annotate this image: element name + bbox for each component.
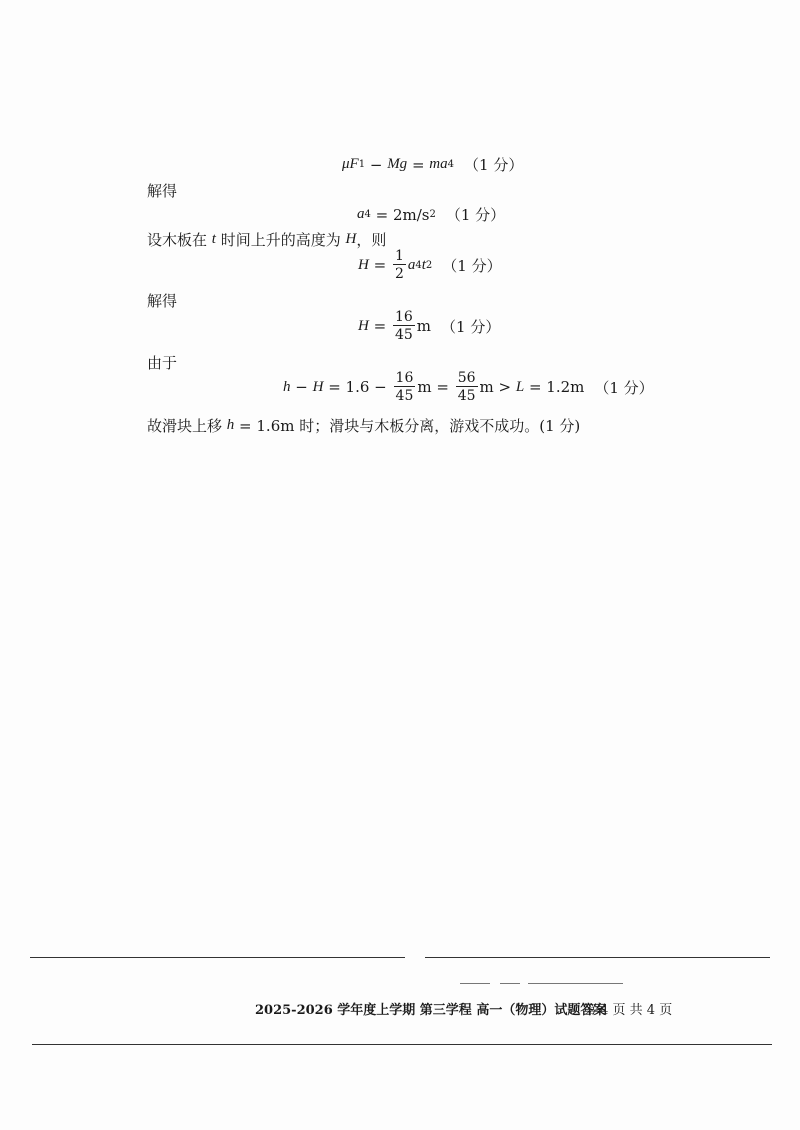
eq2-a: a (357, 206, 365, 222)
equation-1 (342, 154, 523, 175)
eq5-H: H (312, 378, 324, 395)
eq2-a-sub: 4 (364, 209, 371, 220)
equation-5 (283, 371, 654, 403)
eq1-F-sub: 1 (358, 159, 366, 170)
text-jiede-2: 解得 (147, 292, 178, 310)
setup-mid: 时间上升的高度为 (215, 231, 346, 249)
eq4-H: H (358, 317, 369, 334)
setup-t: t (211, 231, 216, 247)
scan-mark-1 (460, 983, 490, 984)
eq1-Mg: Mg (387, 156, 408, 172)
scan-mark-2 (500, 983, 520, 984)
eq1-score: （1 分） (464, 156, 524, 174)
eq5-f1-den: 45 (395, 388, 414, 404)
eq5-minus: − (290, 378, 313, 396)
eq1-F: F (349, 156, 359, 172)
equation-2 (357, 204, 505, 225)
eq4-unit: m (416, 317, 432, 335)
setup-post: ，则 (356, 231, 387, 249)
setup-H: H (345, 231, 357, 247)
eq1-ma: ma (429, 156, 448, 172)
eq5-unit2: m > (479, 378, 516, 396)
eq5-fraction-1 (394, 371, 416, 403)
eq4-frac-num: 16 (394, 309, 413, 325)
eq5-tail: = 1.2m (524, 378, 585, 396)
footer-page-number: 第 4 页 共 4 页 (583, 1003, 673, 1018)
conclusion-post: = 1.6m 时；滑块与木板分离，游戏不成功。(1 分) (234, 417, 581, 435)
eq4-score: （1 分） (441, 317, 501, 336)
eq5-f1-num: 16 (395, 370, 414, 386)
eq3-t: t (421, 256, 426, 273)
eq1-ma-sub: 4 (447, 159, 455, 170)
eq3-equals: = (368, 256, 391, 274)
eq5-L: L (515, 378, 525, 395)
eq1-equals: = (407, 155, 430, 174)
text-conclusion (147, 415, 580, 436)
eq5-f2-num: 56 (457, 370, 476, 386)
footer-title: 2025-2026 学年度上学期 第三学程 高一（物理）试题答案 (255, 1003, 607, 1018)
scan-mark-3 (528, 983, 623, 984)
eq4-frac-den: 45 (394, 327, 413, 343)
text-youyu: 由于 (147, 354, 178, 372)
eq3-frac-den: 2 (394, 266, 404, 282)
eq2-score: （1 分） (445, 206, 506, 224)
footer-top-rule-left (30, 957, 405, 958)
eq3-t-sup: 2 (425, 259, 433, 271)
text-setup (147, 229, 386, 250)
eq5-fraction-2 (456, 371, 478, 403)
eq4-fraction (393, 310, 415, 342)
setup-pre: 设木板在 (147, 231, 212, 249)
eq1-minus: − (365, 155, 388, 174)
equation-4 (358, 310, 500, 342)
eq3-frac-num: 1 (394, 248, 404, 264)
eq3-fraction (393, 249, 406, 281)
eq3-H: H (358, 256, 369, 273)
eq1-mu: μ (342, 156, 350, 172)
eq2-sup: 2 (429, 209, 436, 220)
eq5-score: （1 分） (594, 378, 654, 397)
equation-3 (358, 249, 502, 281)
eq5-unit1: m = (417, 378, 454, 396)
eq3-score: （1 分） (442, 256, 502, 275)
eq2-rest: = 2m/s (370, 205, 430, 224)
conclusion-pre: 故滑块上移 (147, 417, 227, 435)
eq5-f2-den: 45 (457, 388, 476, 404)
conclusion-h: h (226, 417, 235, 433)
text-jiede-1: 解得 (147, 182, 178, 200)
eq5-eq1: = 1.6 − (323, 378, 392, 396)
eq5-h: h (283, 378, 291, 395)
eq3-a-sub: 4 (415, 259, 422, 271)
eq4-equals: = (368, 317, 391, 335)
eq3-a: a (407, 256, 416, 273)
footer-top-rule-right (425, 957, 770, 958)
footer-bottom-rule (32, 1044, 772, 1045)
